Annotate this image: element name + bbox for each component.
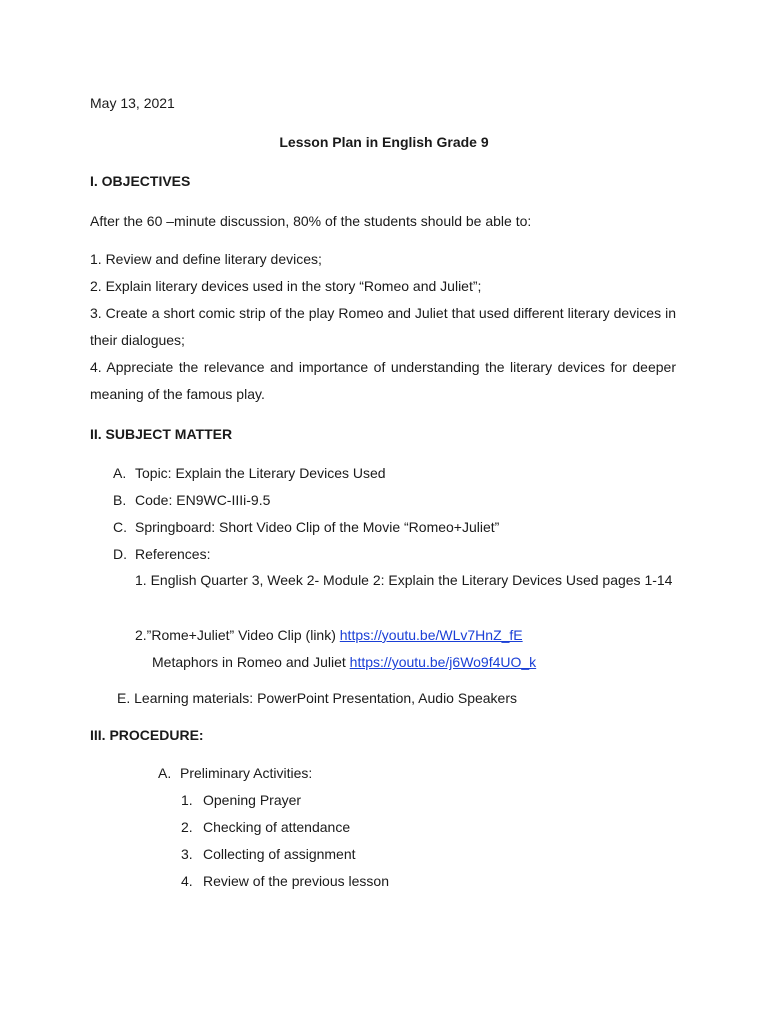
procedure-item-marker: 3. [181, 846, 193, 862]
page-title: Lesson Plan in English Grade 9 [279, 134, 489, 150]
subject-item-topic: Topic: Explain the Literary Devices Used [135, 465, 386, 481]
reference-item: 1. English Quarter 3, Week 2- Module 2: Explain the Literary Devices Used pages 1-14 [135, 572, 673, 588]
objective-item: 2. Explain literary devices used in the story “Romeo and Juliet”; [90, 278, 482, 294]
subject-item-springboard: Springboard: Short Video Clip of the Movie “Romeo+Juliet” [135, 519, 500, 535]
procedure-sub-label: Preliminary Activities: [180, 765, 313, 781]
reference-item [152, 653, 536, 671]
learning-materials: E. Learning materials: PowerPoint Presentation, Audio Speakers [117, 690, 518, 706]
procedure-item: Checking of attendance [203, 819, 351, 835]
date: May 13, 2021 [90, 95, 175, 111]
objectives-list [90, 246, 676, 408]
subject-item-references: References: [135, 546, 211, 562]
objectives-intro: After the 60 –minute discussion, 80% of the students should be able to: [90, 213, 532, 229]
subject-item-marker: C. [113, 519, 127, 535]
procedure-item: Opening Prayer [203, 792, 302, 808]
reference-label: Metaphors in Romeo and Juliet [152, 654, 350, 670]
procedure-item-marker: 1. [181, 792, 193, 808]
objective-item: 4. Appreciate the relevance and importance of understanding the literary devices for deeper meaning of the famous play. [90, 359, 676, 402]
subject-item-marker: B. [113, 492, 127, 508]
procedure-heading: III. PROCEDURE: [90, 727, 204, 743]
subject-item-marker: A. [113, 465, 127, 481]
subject-item-marker: D. [113, 546, 127, 562]
procedure-item: Review of the previous lesson [203, 873, 389, 889]
subject-item-code: Code: EN9WC-IIIi-9.5 [135, 492, 271, 508]
metaphors-video-link[interactable]: https://youtu.be/j6Wo9f4UO_k [349, 654, 537, 670]
subject-matter-heading: II. SUBJECT MATTER [90, 426, 233, 442]
video-clip-link[interactable]: https://youtu.be/WLv7HnZ_fE [339, 627, 523, 643]
reference-item [135, 626, 523, 644]
objective-item: 1. Review and define literary devices; [90, 251, 322, 267]
objectives-heading: I. OBJECTIVES [90, 173, 191, 189]
procedure-item-marker: 4. [181, 873, 193, 889]
procedure-sub-marker: A. [158, 765, 172, 781]
reference-label: 2.”Rome+Juliet” Video Clip (link) [135, 627, 340, 643]
objective-item: 3. Create a short comic strip of the play Romeo and Juliet that used different literary devices in their dialogues; [90, 305, 676, 348]
procedure-item-marker: 2. [181, 819, 193, 835]
procedure-item: Collecting of assignment [203, 846, 356, 862]
